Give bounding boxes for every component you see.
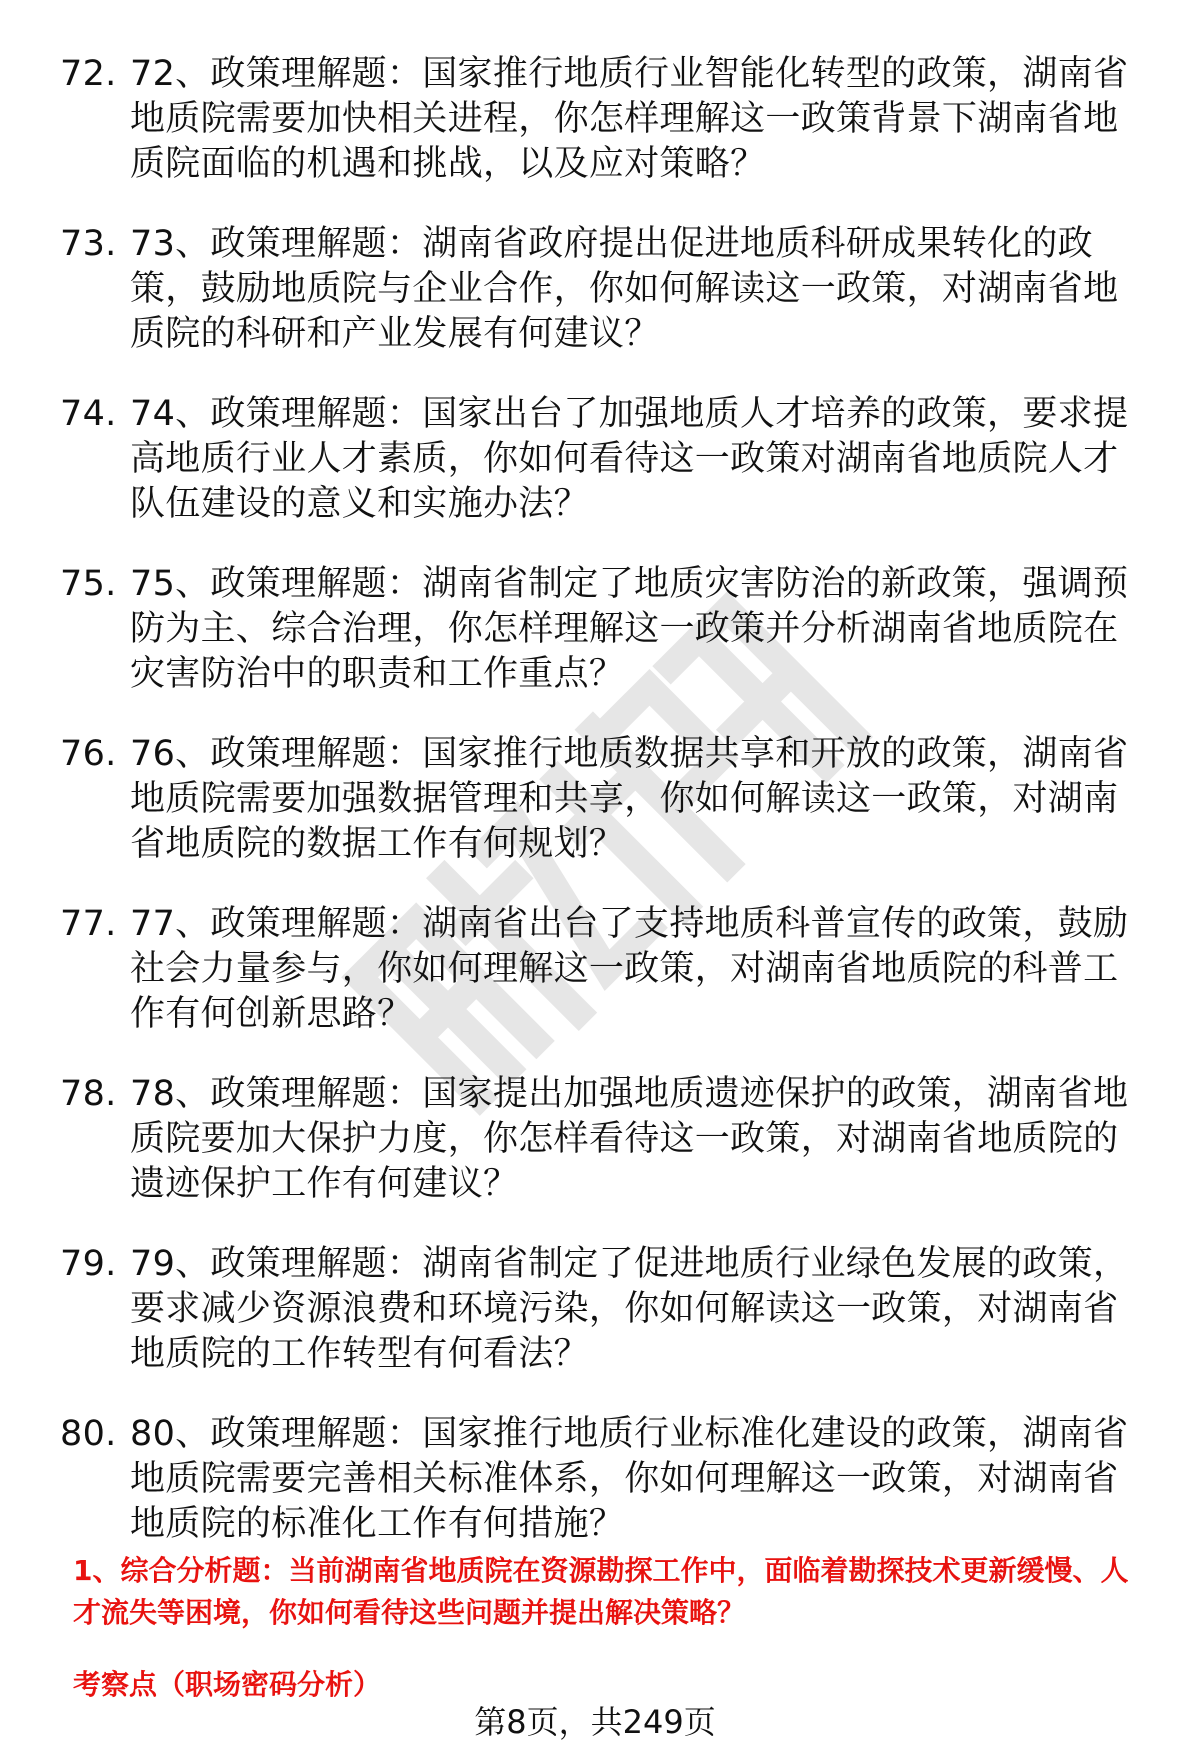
question-number: 79. xyxy=(60,1244,117,1284)
list-item xyxy=(60,52,1150,187)
question-list xyxy=(60,52,1150,1582)
list-item xyxy=(60,562,1150,697)
question-number: 72. xyxy=(60,54,117,94)
list-item xyxy=(60,222,1150,357)
question-text: 75、政策理解题：湖南省制定了地质灾害防治的新政策，强调预防为主、综合治理，你怎样理解这一政策并分析湖南省地质院在灾害防治中的职责和工作重点？ xyxy=(130,564,1129,694)
question-number: 80. xyxy=(60,1414,117,1454)
question-text: 76、政策理解题：国家推行地质数据共享和开放的政策，湖南省地质院需要加强数据管理和共享，你如何解读这一政策，对湖南省地质院的数据工作有何规划？ xyxy=(130,734,1129,864)
question-number: 73. xyxy=(60,224,117,264)
analysis-question: 1、综合分析题：当前湖南省地质院在资源勘探工作中，面临着勘探技术更新缓慢、人才流失等困境，你如何看待这些问题并提出解决策略？ xyxy=(73,1554,1129,1629)
list-item xyxy=(60,1242,1150,1377)
question-number: 74. xyxy=(60,394,117,434)
list-item xyxy=(60,902,1150,1037)
page-footer: 第8页，共249页 xyxy=(474,1703,716,1741)
question-text: 72、政策理解题：国家推行地质行业智能化转型的政策，湖南省地质院需要加快相关进程，你怎样理解这一政策背景下湖南省地质院面临的机遇和挑战，以及应对策略？ xyxy=(130,54,1129,184)
question-text: 77、政策理解题：湖南省出台了支持地质科普宣传的政策，鼓励社会力量参与，你如何理解这一政策，对湖南省地质院的科普工作有何创新思路？ xyxy=(130,904,1129,1034)
question-text: 73、政策理解题：湖南省政府提出促进地质科研成果转化的政策，鼓励地质院与企业合作，你如何解读这一政策，对湖南省地质院的科研和产业发展有何建议？ xyxy=(130,224,1119,354)
question-text: 78、政策理解题：国家提出加强地质遗迹保护的政策，湖南省地质院要加大保护力度，你怎样看待这一政策，对湖南省地质院的遗迹保护工作有何建议？ xyxy=(130,1074,1129,1204)
question-text: 74、政策理解题：国家出台了加强地质人才培养的政策，要求提高地质行业人才素质，你如何看待这一政策对湖南省地质院人才队伍建设的意义和实施办法？ xyxy=(130,394,1129,524)
question-number: 77. xyxy=(60,904,117,944)
exam-point-heading: 考察点（职场密码分析） xyxy=(73,1668,382,1701)
list-item xyxy=(60,392,1150,527)
question-number: 78. xyxy=(60,1074,117,1114)
question-number: 76. xyxy=(60,734,117,774)
list-item xyxy=(60,1072,1150,1207)
question-text: 79、政策理解题：湖南省制定了促进地质行业绿色发展的政策，要求减少资源浪费和环境污染，你如何解读这一政策，对湖南省地质院的工作转型有何看法？ xyxy=(130,1244,1129,1374)
question-text: 80、政策理解题：国家推行地质行业标准化建设的政策，湖南省地质院需要完善相关标准体系，你如何理解这一政策，对湖南省地质院的标准化工作有何措施？ xyxy=(130,1414,1129,1544)
list-item xyxy=(60,732,1150,867)
question-number: 75. xyxy=(60,564,117,604)
list-item xyxy=(60,1412,1150,1547)
